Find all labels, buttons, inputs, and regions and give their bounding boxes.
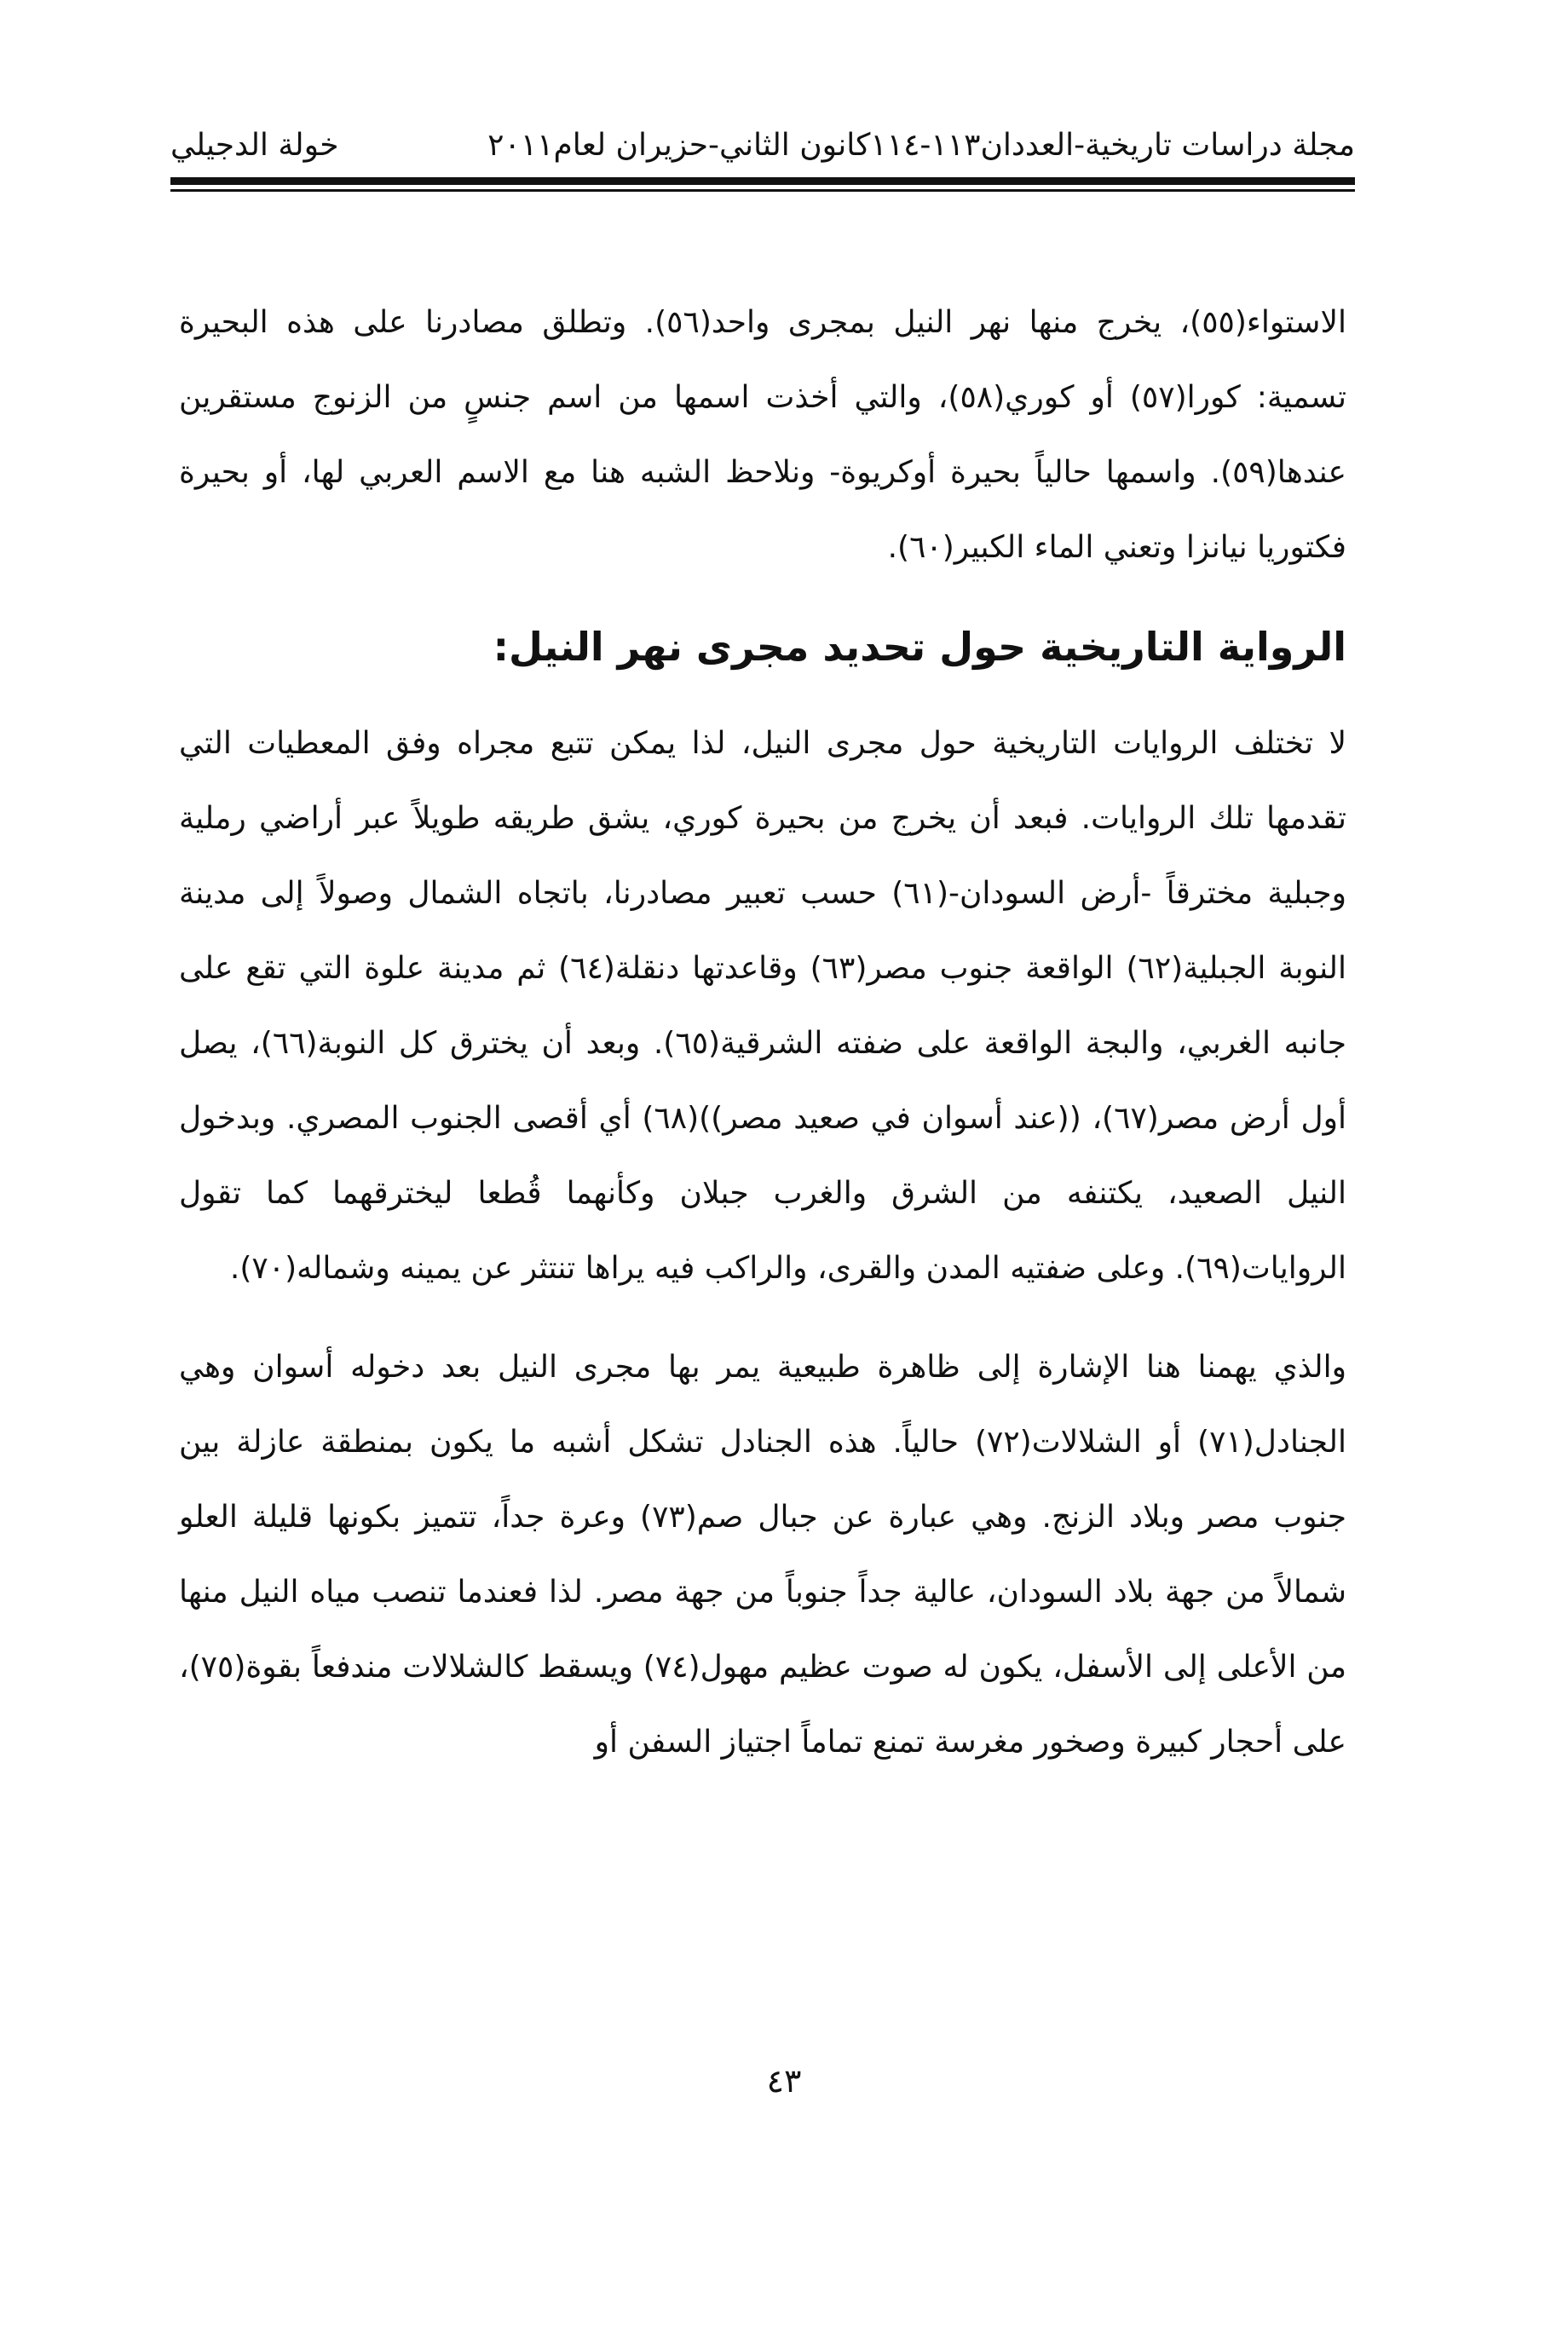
paragraph-3: والذي يهمنا هنا الإشارة إلى ظاهرة طبيعية يمر بها مجرى النيل بعد دخوله أسوان وهي الجنادل(٧١) أو الشلالات(٧٢) حالياً. هذه الجنادل تشكل أشبه ما يكون بمنطقة عازلة بين جنوب مصر وبلاد الزنج. وهي عبارة عن جبال صم(٧٣) وعرة جداً، تتميز بكونها قليلة العلو شمالاً من جهة بلاد السودان، عالية جداً جنوباً من جهة مصر. لذا فعندما تنصب مياه النيل منها من الأعلى إلى الأسفل، يكون له صوت عظيم مهول(٧٤) ويسقط كالشلالات مندفعاً بقوة(٧٥)، على أحجار كبيرة وصخور مغرسة تمنع تماماً اجتياز السفن أو — [179, 1350, 1347, 1760]
paragraph-1: الاستواء(٥٥)، يخرج منها نهر النيل بمجرى واحد(٥٦). وتطلق مصادرنا على هذه البحيرة تسمية: كورا(٥٧) أو كوري(٥٨)، والتي أخذت اسمها من اسم جنسٍ من الزنوج مستقرين عندها(٥٩). واسمها حالياً بحيرة أوكريوة- ونلاحظ الشبه هنا مع الاسم العربي لها، أو بحيرة فكتوريا نيانزا وتعني الماء الكبير(٦٠). — [179, 305, 1346, 565]
header-rule-thick — [170, 177, 1355, 185]
article-body — [179, 285, 1346, 1780]
journal-title: مجلة دراسات تاريخية-العددان١١٣-١١٤كانون الثاني-حزيران لعام٢٠١١ — [487, 128, 1355, 163]
header-rule-thin — [170, 189, 1355, 192]
paragraph-2: لا تختلف الروايات التاريخية حول مجرى النيل، لذا يمكن تتبع مجراه وفق المعطيات التي تقدمها تلك الروايات. فبعد أن يخرج من بحيرة كوري، يشق طريقه طويلاً عبر أراضي رملية وجبلية مخترقاً -أرض السودان-(٦١) حسب تعبير مصادرنا، باتجاه الشمال وصولاً إلى مدينة النوبة الجبلية(٦٢) الواقعة جنوب مصر(٦٣) وقاعدتها دنقلة(٦٤) ثم مدينة علوة التي تقع على جانبه الغربي، والبجة الواقعة على ضفته الشرقية(٦٥). وبعد أن يخترق كل النوبة(٦٦)، يصل أول أرض مصر(٦٧)، ((عند أسوان في صعيد مصر))(٦٨) أي أقصى الجنوب المصري. وبدخول النيل الصعيد، يكتنفه من الشرق والغرب جبلان وكأنهما قُطعا ليخترقهما كما تقول الروايات(٦٩). وعلى ضفتيه المدن والقرى، والراكب فيه يراها تنتثر عن يمينه وشماله(٧٠). — [179, 726, 1347, 1286]
author-name: خولة الدجيلي — [170, 128, 339, 163]
running-header — [170, 128, 1355, 179]
section-heading: الرواية التاريخية حول تحديد مجرى نهر النيل: — [493, 624, 1346, 670]
page-number: ٤٣ — [766, 2062, 802, 2100]
